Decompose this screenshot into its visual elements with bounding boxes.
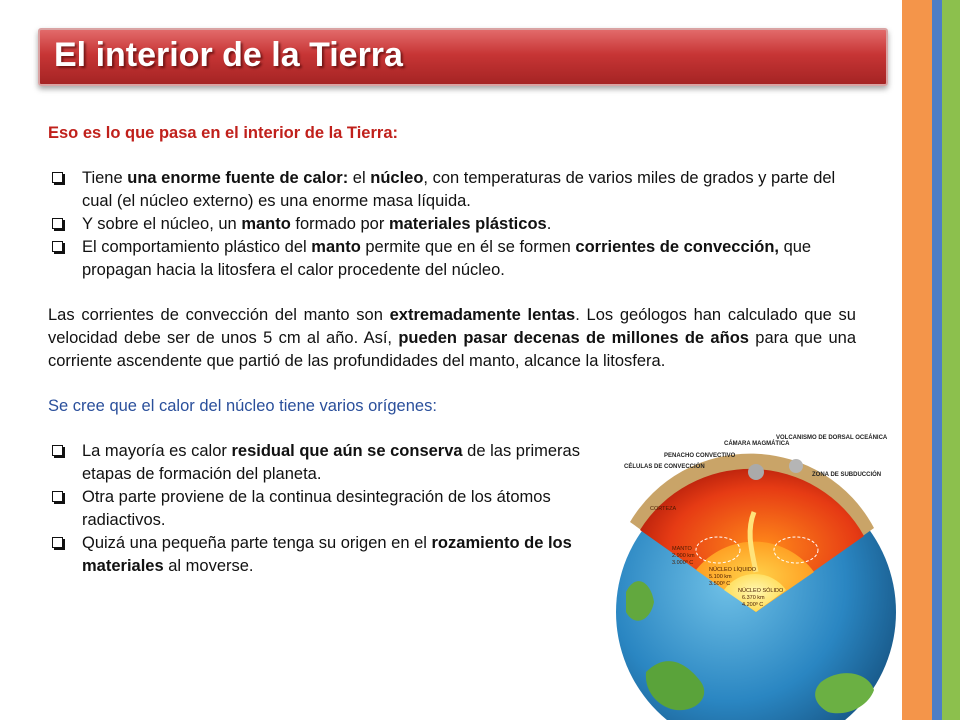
label-subduction: ZONA DE SUBDUCCIÓN [812, 472, 882, 478]
decor-stripe-blue [932, 0, 942, 720]
label-convection-cells: CÉLULAS DE CONVECCIÓN [624, 464, 705, 470]
label-mantle: MANTO [672, 546, 692, 552]
bullet-list-1 [48, 167, 856, 282]
list-item: Otra parte proviene de la continua desintegración de los átomos radiactivos. [48, 486, 608, 532]
slide-title: El interior de la Tierra [54, 36, 403, 74]
list-item: Quizá una pequeña parte tenga su origen en el rozamiento de los materiales al moverse. [48, 532, 608, 578]
origins-intro: Se cree que el calor del núcleo tiene varios orígenes: [48, 397, 437, 415]
earth-diagram [606, 432, 902, 720]
list-item: Tiene una enorme fuente de calor: el núcleo, con temperaturas de varios miles de grados y parte del cual (el núcleo externo) es una enorme masa líquida. [48, 167, 856, 213]
intro-text: Eso es lo que pasa en el interior de la Tierra: [48, 124, 398, 142]
checkbox-bullet-icon [52, 491, 63, 502]
checkbox-bullet-icon [52, 445, 63, 456]
smoke-icon [789, 459, 803, 473]
convection-paragraph: Las corrientes de convección del manto son extremadamente lentas. Los geólogos han calculado que su velocidad debe ser de unos 5 cm al año. Así, pueden pasar decenas de millones de años para que una corriente ascendente que partió de las profundidades del manto, alcance la litosfera. [48, 306, 856, 370]
label-solid-temp: 4.200º C [742, 602, 764, 608]
label-solid-depth: 6.370 km [742, 595, 765, 601]
label-magma-chamber: CÁMARA MAGMÁTICA [724, 441, 790, 447]
earth-interior-illustration [606, 432, 902, 720]
label-crust: CORTEZA [650, 506, 677, 512]
label-mantle-depth: 2.900 km [672, 553, 695, 559]
checkbox-bullet-icon [52, 537, 63, 548]
label-ridge-volcanism: VOLCANISMO DE DORSAL OCEÁNICA [776, 435, 888, 441]
label-solid-core: NÚCLEO SÓLIDO [738, 588, 784, 594]
title-banner [38, 28, 888, 86]
list-item: La mayoría es calor residual que aún se conserva de las primeras etapas de formación del planeta. [48, 440, 608, 486]
decor-stripe-green [942, 0, 960, 720]
checkbox-bullet-icon [52, 241, 63, 252]
label-liquid-depth: 5.100 km [709, 574, 732, 580]
decor-stripe-orange [902, 0, 932, 720]
checkbox-bullet-icon [52, 172, 63, 183]
list-item: Y sobre el núcleo, un manto formado por materiales plásticos. [48, 213, 856, 236]
bullet-list-2 [48, 440, 608, 578]
checkbox-bullet-icon [52, 218, 63, 229]
label-plume: PENACHO CONVECTIVO [664, 453, 736, 459]
list-item: El comportamiento plástico del manto permite que en él se formen corrientes de convección, que propagan hacia la litosfera el calor procedente del núcleo. [48, 236, 856, 282]
label-liquid-temp: 3.500º C [709, 581, 731, 587]
smoke-icon [748, 464, 764, 480]
label-liquid-core: NÚCLEO LÍQUIDO [709, 567, 757, 573]
label-mantle-temp: 3.000º C [672, 560, 694, 566]
